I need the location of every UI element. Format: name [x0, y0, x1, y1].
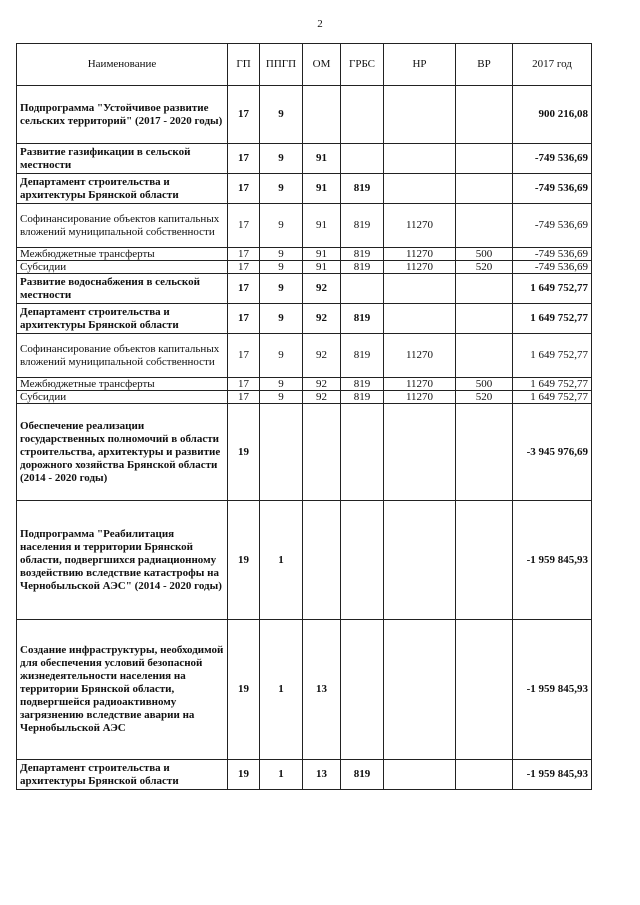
- table-row: [17, 334, 592, 378]
- cell-grbs: 819: [341, 304, 384, 334]
- budget-table: [16, 43, 592, 790]
- cell-vr: 500: [456, 248, 513, 261]
- cell-nr: [384, 760, 456, 790]
- cell-grbs: 819: [341, 378, 384, 391]
- cell-nr: [384, 274, 456, 304]
- cell-name: Обеспечение реализации государственных полномочий в области строительства, архитектуры и развитие дорожного хозяйства Брянской области (2014 - 2020 годы): [17, 404, 228, 501]
- cell-ppgp: 9: [260, 274, 303, 304]
- cell-nr: 11270: [384, 334, 456, 378]
- cell-grbs: [341, 274, 384, 304]
- cell-gp: 17: [228, 204, 260, 248]
- cell-vr: [456, 501, 513, 620]
- column-header-amount-2017: 2017 год: [513, 44, 592, 86]
- table-body: [17, 86, 592, 790]
- cell-amount: -749 536,69: [513, 204, 592, 248]
- cell-name: Субсидии: [17, 261, 228, 274]
- column-header-name: Наименование: [17, 44, 228, 86]
- cell-amount: -749 536,69: [513, 174, 592, 204]
- cell-amount: -1 959 845,93: [513, 501, 592, 620]
- cell-ppgp: 9: [260, 378, 303, 391]
- cell-vr: [456, 620, 513, 760]
- cell-name: Развитие газификации в сельской местности: [17, 144, 228, 174]
- cell-om: 13: [303, 760, 341, 790]
- cell-om: 92: [303, 378, 341, 391]
- cell-name: Подпрограмма "Устойчивое развитие сельских территорий" (2017 - 2020 годы): [17, 86, 228, 144]
- cell-name: Софинансирование объектов капитальных вложений муниципальной собственности: [17, 334, 228, 378]
- cell-grbs: [341, 620, 384, 760]
- cell-grbs: 819: [341, 248, 384, 261]
- cell-vr: [456, 174, 513, 204]
- cell-ppgp: 9: [260, 174, 303, 204]
- cell-vr: [456, 404, 513, 501]
- table-row: [17, 144, 592, 174]
- cell-amount: 1 649 752,77: [513, 378, 592, 391]
- cell-nr: 11270: [384, 261, 456, 274]
- cell-name: Софинансирование объектов капитальных вложений муниципальной собственности: [17, 204, 228, 248]
- table-header-row: [17, 44, 592, 86]
- table-row: [17, 760, 592, 790]
- cell-om: 92: [303, 391, 341, 404]
- cell-vr: [456, 144, 513, 174]
- column-header-nr: НР: [384, 44, 456, 86]
- cell-gp: 17: [228, 304, 260, 334]
- cell-ppgp: 1: [260, 620, 303, 760]
- cell-om: 92: [303, 304, 341, 334]
- cell-nr: 11270: [384, 391, 456, 404]
- cell-vr: [456, 760, 513, 790]
- cell-gp: 17: [228, 261, 260, 274]
- cell-ppgp: 9: [260, 261, 303, 274]
- cell-gp: 19: [228, 404, 260, 501]
- cell-nr: [384, 404, 456, 501]
- cell-om: 13: [303, 620, 341, 760]
- cell-name: Межбюджетные трансферты: [17, 248, 228, 261]
- cell-grbs: [341, 501, 384, 620]
- cell-vr: [456, 334, 513, 378]
- table-row: [17, 274, 592, 304]
- cell-nr: 11270: [384, 204, 456, 248]
- cell-grbs: 819: [341, 261, 384, 274]
- cell-ppgp: 9: [260, 391, 303, 404]
- cell-ppgp: 1: [260, 760, 303, 790]
- cell-name: Департамент строительства и архитектуры Брянской области: [17, 304, 228, 334]
- cell-ppgp: 9: [260, 144, 303, 174]
- cell-name: Подпрограмма "Реабилитация населения и территории Брянской области, подвергшихся радиационному воздействию вследствие катастрофы на Чернобыльской АЭС" (2014 - 2020 годы): [17, 501, 228, 620]
- cell-ppgp: 9: [260, 86, 303, 144]
- cell-ppgp: 9: [260, 304, 303, 334]
- table-row: [17, 261, 592, 274]
- cell-grbs: 819: [341, 174, 384, 204]
- cell-amount: -1 959 845,93: [513, 620, 592, 760]
- cell-amount: -3 945 976,69: [513, 404, 592, 501]
- cell-gp: 17: [228, 248, 260, 261]
- cell-om: 92: [303, 334, 341, 378]
- table-row: [17, 204, 592, 248]
- cell-om: 91: [303, 261, 341, 274]
- cell-vr: 520: [456, 261, 513, 274]
- cell-nr: [384, 501, 456, 620]
- cell-ppgp: 9: [260, 248, 303, 261]
- cell-amount: -749 536,69: [513, 248, 592, 261]
- cell-gp: 17: [228, 144, 260, 174]
- cell-amount: 1 649 752,77: [513, 304, 592, 334]
- cell-gp: 17: [228, 274, 260, 304]
- cell-amount: 1 649 752,77: [513, 334, 592, 378]
- cell-gp: 17: [228, 174, 260, 204]
- cell-gp: 17: [228, 391, 260, 404]
- cell-om: [303, 86, 341, 144]
- cell-amount: -749 536,69: [513, 261, 592, 274]
- table-row: [17, 378, 592, 391]
- cell-nr: 11270: [384, 378, 456, 391]
- cell-nr: [384, 304, 456, 334]
- cell-name: Развитие водоснабжения в сельской местности: [17, 274, 228, 304]
- cell-amount: 1 649 752,77: [513, 274, 592, 304]
- cell-amount: 1 649 752,77: [513, 391, 592, 404]
- cell-vr: [456, 86, 513, 144]
- cell-name: Субсидии: [17, 391, 228, 404]
- cell-gp: 17: [228, 86, 260, 144]
- cell-gp: 19: [228, 501, 260, 620]
- cell-nr: [384, 86, 456, 144]
- cell-om: 91: [303, 248, 341, 261]
- cell-nr: [384, 144, 456, 174]
- column-header-om: ОМ: [303, 44, 341, 86]
- column-header-grbs: ГРБС: [341, 44, 384, 86]
- column-header-gp: ГП: [228, 44, 260, 86]
- cell-grbs: 819: [341, 334, 384, 378]
- cell-ppgp: 9: [260, 204, 303, 248]
- cell-grbs: [341, 144, 384, 174]
- cell-amount: 900 216,08: [513, 86, 592, 144]
- table-row: [17, 404, 592, 501]
- cell-grbs: 819: [341, 760, 384, 790]
- cell-vr: 520: [456, 391, 513, 404]
- cell-name: Департамент строительства и архитектуры Брянской области: [17, 760, 228, 790]
- cell-gp: 19: [228, 760, 260, 790]
- cell-nr: [384, 174, 456, 204]
- cell-ppgp: 1: [260, 501, 303, 620]
- page-number: 2: [317, 18, 323, 30]
- cell-vr: [456, 304, 513, 334]
- cell-name: Департамент строительства и архитектуры Брянской области: [17, 174, 228, 204]
- table-row: [17, 304, 592, 334]
- cell-gp: 19: [228, 620, 260, 760]
- cell-om: [303, 501, 341, 620]
- cell-ppgp: 9: [260, 334, 303, 378]
- cell-om: 91: [303, 144, 341, 174]
- cell-nr: 11270: [384, 248, 456, 261]
- cell-grbs: 819: [341, 204, 384, 248]
- cell-grbs: [341, 404, 384, 501]
- cell-om: 91: [303, 174, 341, 204]
- cell-ppgp: [260, 404, 303, 501]
- cell-vr: 500: [456, 378, 513, 391]
- cell-vr: [456, 274, 513, 304]
- cell-amount: -749 536,69: [513, 144, 592, 174]
- table-row: [17, 86, 592, 144]
- cell-gp: 17: [228, 378, 260, 391]
- column-header-ppgp: ППГП: [260, 44, 303, 86]
- cell-grbs: [341, 86, 384, 144]
- cell-om: 92: [303, 274, 341, 304]
- cell-name: Межбюджетные трансферты: [17, 378, 228, 391]
- cell-om: [303, 404, 341, 501]
- cell-nr: [384, 620, 456, 760]
- cell-vr: [456, 204, 513, 248]
- cell-om: 91: [303, 204, 341, 248]
- cell-name: Создание инфраструктуры, необходимой для обеспечения условий безопасной жизнедеятельности населения на территории Брянской области, подвергшейся радиоактивному загрязнению вследствие аварии на Чернобыльской АЭС: [17, 620, 228, 760]
- table-row: [17, 248, 592, 261]
- cell-amount: -1 959 845,93: [513, 760, 592, 790]
- cell-grbs: 819: [341, 391, 384, 404]
- table-row: [17, 391, 592, 404]
- table-row: [17, 174, 592, 204]
- table-row: [17, 501, 592, 620]
- cell-gp: 17: [228, 334, 260, 378]
- column-header-vr: ВР: [456, 44, 513, 86]
- table-row: [17, 620, 592, 760]
